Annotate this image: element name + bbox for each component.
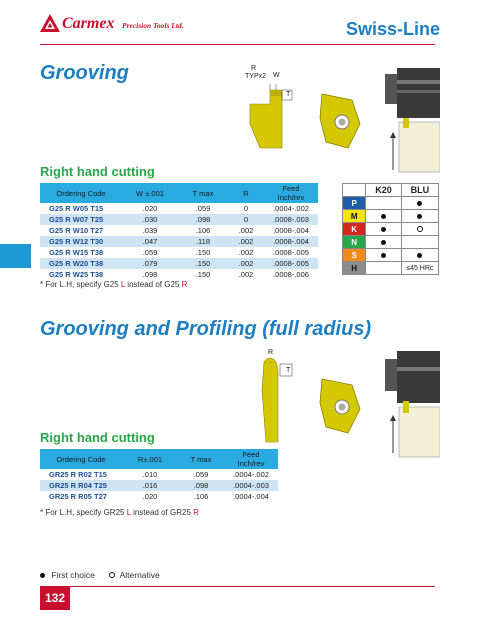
legend-alternative: Alternative [119,570,160,580]
iso-label-h: H [343,262,366,275]
table-row [40,469,278,480]
first-choice-dot-icon [381,227,386,232]
grade-header-k20: K20 [366,184,401,197]
grade-cell [366,236,401,249]
note-mid: instead of G25 [125,280,182,289]
ordering-code: GR25 R R05 T27 [49,492,107,501]
profiling-table-body [40,469,278,502]
lh-note-2 [40,508,199,517]
profiling-spec-table [40,449,278,502]
iso-label-n: N [343,236,366,249]
grooving-insert-photo [318,90,364,152]
ordering-code: G25 R W10 T27 [49,226,104,235]
cell-feed: .0004-.002 [273,204,309,213]
diagram-label-t: T [286,91,291,98]
note-prefix: * For L.H, specify GR25 [40,508,127,517]
note-l: L [126,508,131,517]
table-row [40,247,318,258]
header-rule [40,44,435,45]
ordering-code: G25 R W25 T38 [49,270,104,279]
grade-cell [401,249,438,262]
grade-row-n [343,236,439,249]
col-w: W ±.001 [122,183,178,203]
cell-t-max: .106 [193,492,209,501]
brand-tagline: Precision Tools Ltd. [122,21,184,30]
cell-t-max: .150 [195,270,211,279]
profiling-application-photo [385,345,440,460]
first-choice-dot-icon [417,214,422,219]
grade-header-blank [343,184,366,197]
diagram-label-r-type: TYPx2 [245,73,267,80]
note-l: L [120,280,126,289]
grooving-application-photo [385,60,440,175]
first-choice-dot-icon [417,201,422,206]
diagram-label-t-2: T [286,367,291,374]
section-title-grooving-profiling: Grooving and Profiling (full radius) [40,318,372,340]
diagram-label-r-2: R [268,349,274,356]
note-r: R [193,508,199,517]
cell-r: .020 [142,492,158,501]
grade-cell [366,223,401,236]
cell-feed: .0004-.002 [233,470,269,479]
cell-t-max: .150 [178,258,228,269]
cell-r: .002 [238,226,254,235]
footer-rule [40,586,435,587]
iso-label-k: K [343,223,366,236]
cell-r: 0 [243,204,249,213]
cell-w: .047 [122,236,178,247]
first-choice-dot-icon [417,253,422,258]
grade-row-m [343,210,439,223]
grade-row-s [343,249,439,262]
page-number: 132 [44,591,66,605]
cell-r: .002 [238,270,254,279]
brand-logo [40,14,60,32]
table-row [40,236,318,247]
first-choice-dot-icon [381,214,386,219]
grade-header-row [343,184,439,197]
grade-cell-empty [366,197,401,210]
ordering-code: G25 R W12 T30 [40,236,122,247]
cell-feed: .0004-.004 [233,492,269,501]
first-choice-dot-icon [381,253,386,258]
diagram-label-r: R [251,65,257,72]
table-row [40,214,318,225]
product-line-title: Swiss-Line [345,19,440,39]
cell-feed: .0008-.005 [264,258,318,269]
carmex-logo-icon [40,14,60,32]
alternative-ring-icon [109,572,115,578]
cell-t-max: .098 [178,480,224,491]
cell-feed: .0008-.003 [264,214,318,225]
subtitle-right-hand-cutting-2: Right hand cutting [40,430,155,445]
ordering-code: GR25 R R02 T15 [49,470,107,479]
grade-cell [401,210,438,223]
brand-name: Carmex [62,15,115,32]
grade-cell [401,197,438,210]
side-tab [0,244,31,268]
grade-cell [366,210,401,223]
cell-r: .010 [142,470,158,479]
col-feed [264,183,318,203]
ordering-code: GR25 R R04 T25 [40,480,122,491]
ordering-code: G25 R W05 T15 [49,204,104,213]
iso-label-s: S [343,249,366,262]
note-mid: instead of GR25 [130,508,194,517]
cell-feed: .0008-.004 [264,236,318,247]
grade-row-p [343,197,439,210]
grade-cell [366,249,401,262]
col-feed [224,449,278,469]
section-title-grooving: Grooving [40,62,129,84]
profiling-insert-photo [318,375,364,437]
cell-r: 0 [228,214,264,225]
col-r: R [228,183,264,203]
col-feed-label: Feed Inch/rev [237,450,265,468]
table-row [40,225,318,236]
cell-r: .002 [238,248,254,257]
cell-feed: .0008-.006 [273,270,309,279]
table-row [40,258,318,269]
cell-t-max: .059 [193,470,209,479]
cell-w: .030 [122,214,178,225]
grade-cell-empty [401,236,438,249]
note-prefix: * For L.H, specify G25 [40,280,121,289]
table-row [40,480,278,491]
col-ordering-code: Ordering Code [40,449,122,469]
iso-label-m: M [343,210,366,223]
ordering-code: G25 R W20 T38 [40,258,122,269]
cell-w: .098 [142,270,158,279]
col-ordering-code: Ordering Code [40,183,122,203]
col-t-max: T max [178,183,228,203]
grade-cell [401,223,438,236]
lh-note-1 [40,280,187,289]
grade-header-blu: BLU [401,184,438,197]
table-row [40,491,278,502]
cell-t-max: .098 [178,214,228,225]
note-r: R [181,280,188,289]
cell-w: .039 [142,226,158,235]
alternative-ring-icon [417,226,423,232]
cell-t-max: .059 [195,204,211,213]
cell-t-max: .118 [178,236,228,247]
cell-r: .016 [122,480,178,491]
ordering-code: G25 R W07 T25 [40,214,122,225]
grade-row-h [343,262,439,275]
col-r-tol: R±.001 [122,449,178,469]
grade-table [342,183,439,275]
cell-r: .002 [228,236,264,247]
page-number-badge [40,586,70,610]
col-feed-label: Feed Inch/rev [277,184,305,202]
grade-row-k [343,223,439,236]
cell-t-max: .150 [195,248,211,257]
grooving-spec-table [40,183,318,280]
legend-first-choice: First choice [51,570,95,580]
cell-w: .020 [142,204,158,213]
grade-cell-hardness: ≤45 HRc [401,262,438,275]
cell-t-max: .106 [195,226,211,235]
first-choice-dot-icon [40,573,45,578]
cell-feed: .0008-.005 [273,248,309,257]
cell-r: .002 [228,258,264,269]
ordering-code: G25 R W15 T38 [49,248,104,257]
diagram-label-w: W [273,72,280,79]
legend [40,570,160,580]
col-t-max: T max [178,449,224,469]
grade-cell-empty [366,262,401,275]
cell-w: .059 [142,248,158,257]
subtitle-right-hand-cutting-1: Right hand cutting [40,164,155,179]
table-row [40,203,318,214]
cell-feed: .0004-.003 [224,480,278,491]
cell-w: .079 [122,258,178,269]
profiling-insert-diagram [258,350,308,445]
table-row [40,269,318,280]
first-choice-dot-icon [381,240,386,245]
cell-feed: .0008-.004 [273,226,309,235]
grooving-table-body [40,203,318,280]
iso-label-p: P [343,197,366,210]
